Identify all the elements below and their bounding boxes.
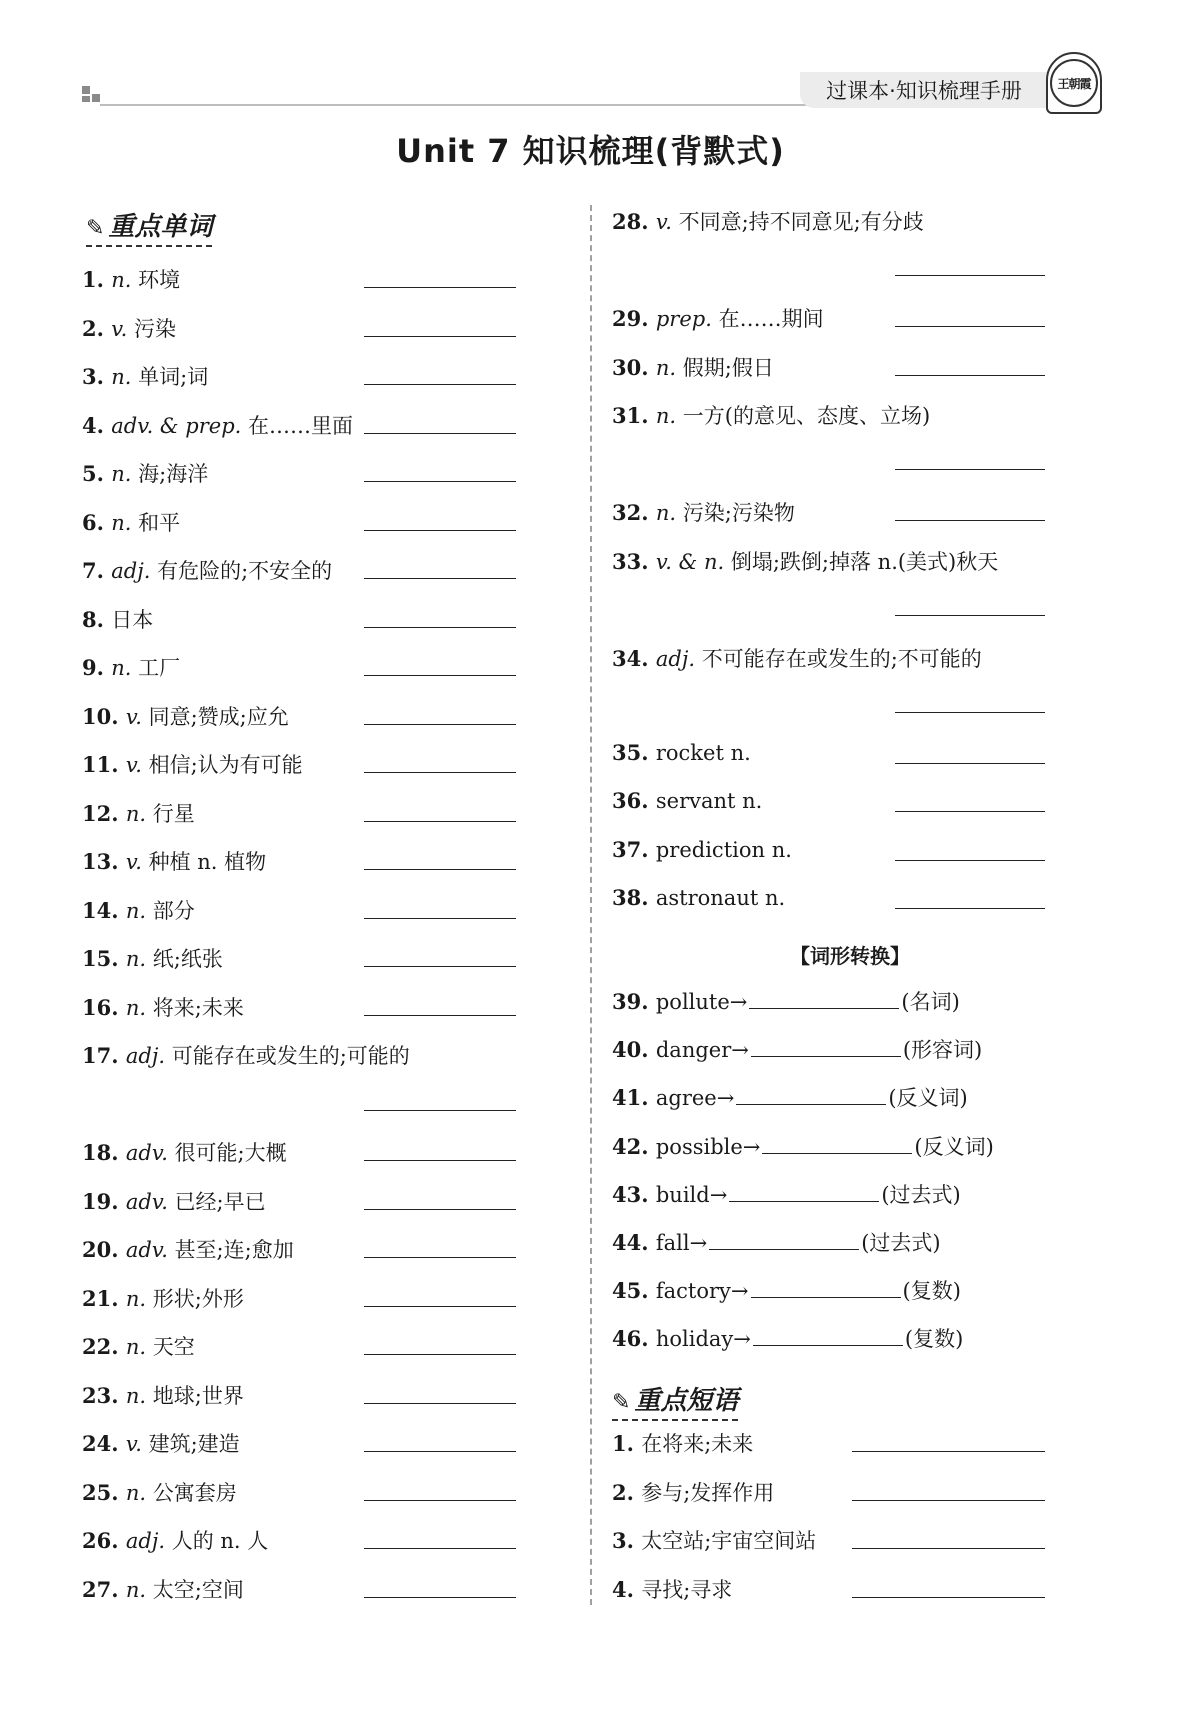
part-of-speech: n. [125, 1577, 147, 1602]
transform-item [612, 1323, 963, 1353]
word-item [612, 788, 762, 813]
item-number: 37. [612, 836, 656, 862]
item-number: 5. [82, 461, 112, 486]
pen-icon: ✎ [612, 1390, 631, 1415]
part-of-speech: n. [655, 501, 677, 525]
transform-hint: (复数) [902, 1279, 961, 1304]
item-meaning: 天空 [152, 1335, 195, 1359]
word-item [612, 400, 930, 430]
word-item [82, 895, 195, 925]
word-item [82, 798, 195, 828]
answer-blank[interactable] [751, 1279, 901, 1298]
item-number: 12. [82, 800, 126, 826]
item-number: 14. [82, 897, 126, 923]
answer-blank[interactable] [364, 772, 516, 773]
answer-blank[interactable] [751, 1038, 901, 1057]
answer-blank[interactable] [364, 627, 516, 628]
word-item [612, 643, 982, 673]
answer-blank[interactable] [895, 860, 1045, 861]
item-number: 36. [612, 788, 656, 813]
word-item [82, 652, 180, 682]
part-of-speech: v. [125, 753, 142, 777]
item-number: 39. [612, 989, 656, 1014]
item-number: 35. [612, 739, 656, 765]
answer-blank[interactable] [895, 275, 1045, 276]
item-number: 6. [82, 509, 112, 535]
item-number: 4. [82, 412, 112, 438]
answer-blank[interactable] [364, 481, 516, 482]
item-number: 33. [612, 548, 656, 574]
corner-mark [82, 96, 90, 102]
part-of-speech: n. [125, 801, 147, 826]
word-item [82, 555, 332, 585]
word-item [612, 740, 751, 765]
word-item [82, 1283, 244, 1313]
transform-item [612, 1275, 961, 1305]
item-number: 26. [82, 1528, 126, 1553]
item-meaning: 很可能;大概 [174, 1141, 287, 1165]
word-item [612, 885, 785, 910]
item-meaning: 将来;未来 [152, 995, 244, 1020]
header-banner: 过课本·知识梳理手册 [800, 72, 1048, 108]
item-meaning: 建筑;建造 [148, 1432, 240, 1456]
item-number: 25. [82, 1479, 126, 1505]
answer-blank[interactable] [762, 1135, 912, 1154]
phrase-meaning: 寻找;寻求 [641, 1577, 733, 1602]
answer-blank[interactable] [895, 326, 1045, 327]
item-number: 43. [612, 1181, 656, 1207]
part-of-speech: prep. [655, 307, 712, 331]
answer-blank[interactable] [364, 1403, 516, 1404]
phrases-heading-label: 重点短语 [634, 1386, 739, 1416]
item-number: 16. [82, 994, 126, 1020]
item-number: 38. [612, 885, 656, 910]
phrase-item [612, 1428, 753, 1458]
part-of-speech: adv. [125, 1189, 168, 1214]
item-meaning: 一方(的意见、态度、立场) [682, 404, 931, 428]
answer-blank[interactable] [364, 1354, 516, 1355]
word-item [612, 837, 792, 862]
answer-blank[interactable] [364, 1597, 516, 1598]
word-item [612, 546, 998, 576]
word-item [82, 701, 289, 731]
part-of-speech: adj. [111, 559, 151, 583]
phrase-item [612, 1574, 732, 1604]
item-meaning: 相信;认为有可能 [148, 753, 303, 777]
word-item [82, 507, 180, 537]
item-number: 10. [82, 703, 126, 729]
transform-hint: (形容词) [902, 1038, 983, 1063]
phrase-item [612, 1525, 816, 1555]
answer-blank[interactable] [895, 520, 1045, 521]
word-item [612, 352, 774, 382]
answer-blank[interactable] [364, 821, 516, 822]
corner-mark [82, 86, 90, 94]
answer-blank[interactable] [364, 869, 516, 870]
word-item [612, 206, 924, 236]
words-section-heading [86, 206, 212, 247]
word-item [82, 943, 223, 973]
part-of-speech: n. [125, 898, 147, 923]
item-number: 11. [82, 752, 126, 777]
word-item [82, 313, 176, 343]
item-meaning: 日本 [111, 607, 154, 632]
item-number: 21. [82, 1285, 126, 1311]
answer-blank[interactable] [749, 990, 899, 1009]
item-number: 4. [612, 1576, 642, 1602]
item-number: 23. [82, 1382, 126, 1408]
part-of-speech: v. [125, 850, 142, 874]
answer-blank[interactable] [364, 1209, 516, 1210]
item-meaning: astronaut n. [655, 886, 786, 910]
item-number: 15. [82, 946, 126, 971]
part-of-speech: adj. [655, 646, 696, 671]
part-of-speech: n. [111, 462, 132, 486]
answer-blank[interactable] [852, 1548, 1045, 1549]
word-item [82, 604, 153, 634]
word-item [612, 497, 795, 527]
item-meaning: 不同意;持不同意见;有分歧 [678, 210, 924, 234]
answer-blank[interactable] [364, 966, 516, 967]
item-number: 22. [82, 1334, 126, 1359]
item-number: 28. [612, 209, 656, 234]
word-item [82, 749, 303, 779]
page-title: Unit 7 知识梳理(背默式) [396, 132, 785, 170]
item-meaning: 已经;早已 [174, 1189, 266, 1214]
answer-blank[interactable] [852, 1500, 1045, 1501]
answer-blank[interactable] [364, 1015, 516, 1016]
answer-blank[interactable] [852, 1451, 1045, 1452]
phrase-item [612, 1477, 774, 1507]
item-number: 1. [82, 267, 112, 292]
item-meaning: 假期;假日 [682, 355, 774, 380]
transform-heading: 【词形转换】 [790, 944, 910, 968]
transform-word: pollute→ [655, 990, 748, 1014]
item-meaning: 可能存在或发生的;可能的 [171, 1044, 410, 1068]
answer-blank[interactable] [736, 1086, 886, 1105]
item-number: 19. [82, 1188, 126, 1214]
item-meaning: 和平 [138, 510, 181, 535]
word-item [82, 1477, 237, 1507]
item-number: 8. [82, 606, 112, 632]
column-divider [590, 205, 592, 1605]
part-of-speech: v. [111, 316, 128, 341]
transform-item [612, 1082, 968, 1112]
answer-blank[interactable] [364, 1548, 516, 1549]
answer-blank[interactable] [895, 615, 1045, 616]
item-meaning: rocket n. [655, 740, 751, 765]
item-number: 27. [82, 1576, 126, 1602]
item-number: 2. [82, 315, 112, 341]
item-meaning: 同意;赞成;应允 [148, 704, 289, 729]
transform-word: holiday→ [655, 1327, 751, 1352]
item-number: 3. [82, 364, 112, 389]
item-meaning: 甚至;连;愈加 [174, 1238, 294, 1262]
answer-blank[interactable] [364, 1306, 516, 1307]
answer-blank[interactable] [895, 763, 1045, 764]
word-item [82, 1574, 244, 1604]
word-item [82, 1137, 287, 1167]
part-of-speech: n. [125, 995, 147, 1020]
answer-blank[interactable] [895, 811, 1045, 812]
item-number: 3. [612, 1528, 642, 1553]
item-number: 1. [612, 1431, 642, 1456]
corner-mark [92, 94, 100, 102]
item-meaning: 工厂 [138, 656, 181, 680]
word-item [82, 1428, 240, 1458]
item-number: 20. [82, 1237, 126, 1262]
word-item [82, 1331, 195, 1361]
item-number: 44. [612, 1230, 656, 1255]
item-number: 41. [612, 1085, 656, 1111]
transform-word: agree→ [655, 1086, 735, 1111]
item-meaning: prediction n. [655, 837, 792, 862]
item-meaning: 污染 [133, 316, 176, 341]
item-meaning: 污染;污染物 [682, 501, 795, 525]
transform-item [612, 1227, 941, 1257]
item-number: 24. [82, 1431, 126, 1456]
part-of-speech: adv. [125, 1238, 168, 1262]
item-meaning: 太空;空间 [152, 1577, 244, 1602]
brand-logo-text: 王朝霞 [1050, 59, 1098, 107]
transform-hint: (反义词) [914, 1134, 994, 1159]
transform-item [612, 1034, 982, 1064]
part-of-speech: adv. [125, 1141, 168, 1165]
part-of-speech: v. & n. [655, 549, 725, 574]
item-number: 30. [612, 354, 656, 380]
item-meaning: 海;海洋 [138, 462, 209, 486]
transform-word: factory→ [655, 1279, 749, 1304]
part-of-speech: n. [125, 1480, 147, 1505]
word-item [82, 410, 353, 440]
answer-blank[interactable] [729, 1183, 879, 1202]
item-number: 45. [612, 1278, 656, 1304]
answer-blank[interactable] [364, 1451, 516, 1452]
phrase-meaning: 在将来;未来 [641, 1432, 754, 1456]
item-number: 42. [612, 1133, 656, 1159]
transform-item [612, 1131, 994, 1161]
part-of-speech: n. [655, 404, 677, 428]
phrases-section-heading [612, 1380, 738, 1421]
item-meaning: 地球;世界 [152, 1383, 244, 1408]
part-of-speech: n. [125, 1335, 147, 1359]
answer-blank[interactable] [895, 469, 1045, 470]
item-meaning: 环境 [138, 268, 181, 292]
transform-hint: (过去式) [861, 1231, 941, 1255]
word-item [82, 1525, 268, 1555]
transform-hint: (名词) [901, 990, 960, 1014]
item-number: 46. [612, 1326, 656, 1352]
phrase-meaning: 参与;发挥作用 [641, 1480, 775, 1505]
word-item [82, 846, 266, 876]
word-item [82, 1186, 266, 1216]
item-number: 31. [612, 403, 656, 428]
answer-blank[interactable] [895, 712, 1045, 713]
item-meaning: 种植 n. 植物 [148, 850, 267, 874]
item-meaning: 在……期间 [718, 307, 824, 331]
answer-blank[interactable] [364, 1110, 516, 1111]
answer-blank[interactable] [852, 1597, 1045, 1598]
word-item [82, 361, 208, 391]
item-meaning: servant n. [655, 789, 763, 813]
item-meaning: 行星 [152, 801, 195, 826]
answer-blank[interactable] [364, 1257, 516, 1258]
answer-blank[interactable] [364, 336, 516, 337]
item-meaning: 人的 n. 人 [171, 1529, 269, 1553]
part-of-speech: v. [655, 210, 672, 234]
item-meaning: 纸;纸张 [152, 947, 223, 971]
item-meaning: 在……里面 [248, 413, 354, 438]
part-of-speech: n. [111, 656, 132, 680]
answer-blank[interactable] [364, 1500, 516, 1501]
transform-hint: (过去式) [881, 1182, 961, 1207]
answer-blank[interactable] [364, 433, 516, 434]
item-number: 29. [612, 306, 656, 331]
part-of-speech: n. [125, 1383, 147, 1408]
transform-word: fall→ [655, 1231, 708, 1255]
answer-blank[interactable] [709, 1231, 859, 1250]
transform-hint: (反义词) [888, 1086, 968, 1111]
item-number: 40. [612, 1037, 656, 1063]
answer-blank[interactable] [364, 675, 516, 676]
transform-item [612, 986, 960, 1016]
item-meaning: 有危险的;不安全的 [157, 559, 333, 583]
transform-word: danger→ [655, 1038, 749, 1063]
pen-icon: ✎ [86, 216, 105, 241]
word-item [82, 992, 244, 1022]
words-heading-label: 重点单词 [108, 212, 213, 242]
word-item [82, 458, 208, 488]
answer-blank[interactable] [895, 375, 1045, 376]
transform-word: possible→ [655, 1134, 761, 1159]
part-of-speech: v. [125, 704, 142, 729]
answer-blank[interactable] [364, 530, 516, 531]
item-meaning: 公寓套房 [152, 1480, 237, 1505]
part-of-speech: n. [111, 365, 132, 389]
item-number: 7. [82, 558, 112, 583]
part-of-speech: adv. & prep. [111, 413, 242, 438]
item-meaning: 不可能存在或发生的;不可能的 [701, 646, 982, 671]
item-meaning: 形状;外形 [152, 1286, 244, 1311]
item-number: 17. [82, 1043, 126, 1068]
word-item [82, 1040, 410, 1070]
part-of-speech: v. [125, 1432, 142, 1456]
item-meaning: 部分 [152, 898, 195, 923]
answer-blank[interactable] [364, 578, 516, 579]
answer-blank[interactable] [895, 908, 1045, 909]
part-of-speech: adj. [125, 1529, 166, 1553]
answer-blank[interactable] [364, 918, 516, 919]
part-of-speech: n. [111, 268, 132, 292]
transform-item [612, 1179, 961, 1209]
word-item [82, 1380, 244, 1410]
part-of-speech: n. [655, 355, 677, 380]
answer-blank[interactable] [753, 1327, 903, 1346]
phrase-meaning: 太空站;宇宙空间站 [641, 1529, 817, 1553]
part-of-speech: n. [125, 947, 147, 971]
answer-blank[interactable] [364, 724, 516, 725]
item-meaning: 单词;词 [138, 365, 209, 389]
transform-word: build→ [655, 1182, 728, 1207]
part-of-speech: n. [125, 1286, 147, 1311]
word-item [82, 264, 180, 294]
answer-blank[interactable] [364, 1160, 516, 1161]
part-of-speech: adj. [125, 1044, 166, 1068]
item-meaning: 倒塌;跌倒;掉落 n.(美式)秋天 [730, 549, 999, 574]
word-item [82, 1234, 294, 1264]
item-number: 9. [82, 655, 112, 680]
transform-hint: (复数) [904, 1327, 964, 1352]
answer-blank[interactable] [364, 287, 516, 288]
part-of-speech: n. [111, 510, 132, 535]
answer-blank[interactable] [364, 384, 516, 385]
item-number: 13. [82, 849, 126, 874]
item-number: 2. [612, 1479, 642, 1505]
item-number: 32. [612, 500, 656, 525]
item-number: 34. [612, 645, 656, 671]
word-item [612, 303, 824, 333]
item-number: 18. [82, 1140, 126, 1165]
brand-logo [1046, 52, 1102, 114]
